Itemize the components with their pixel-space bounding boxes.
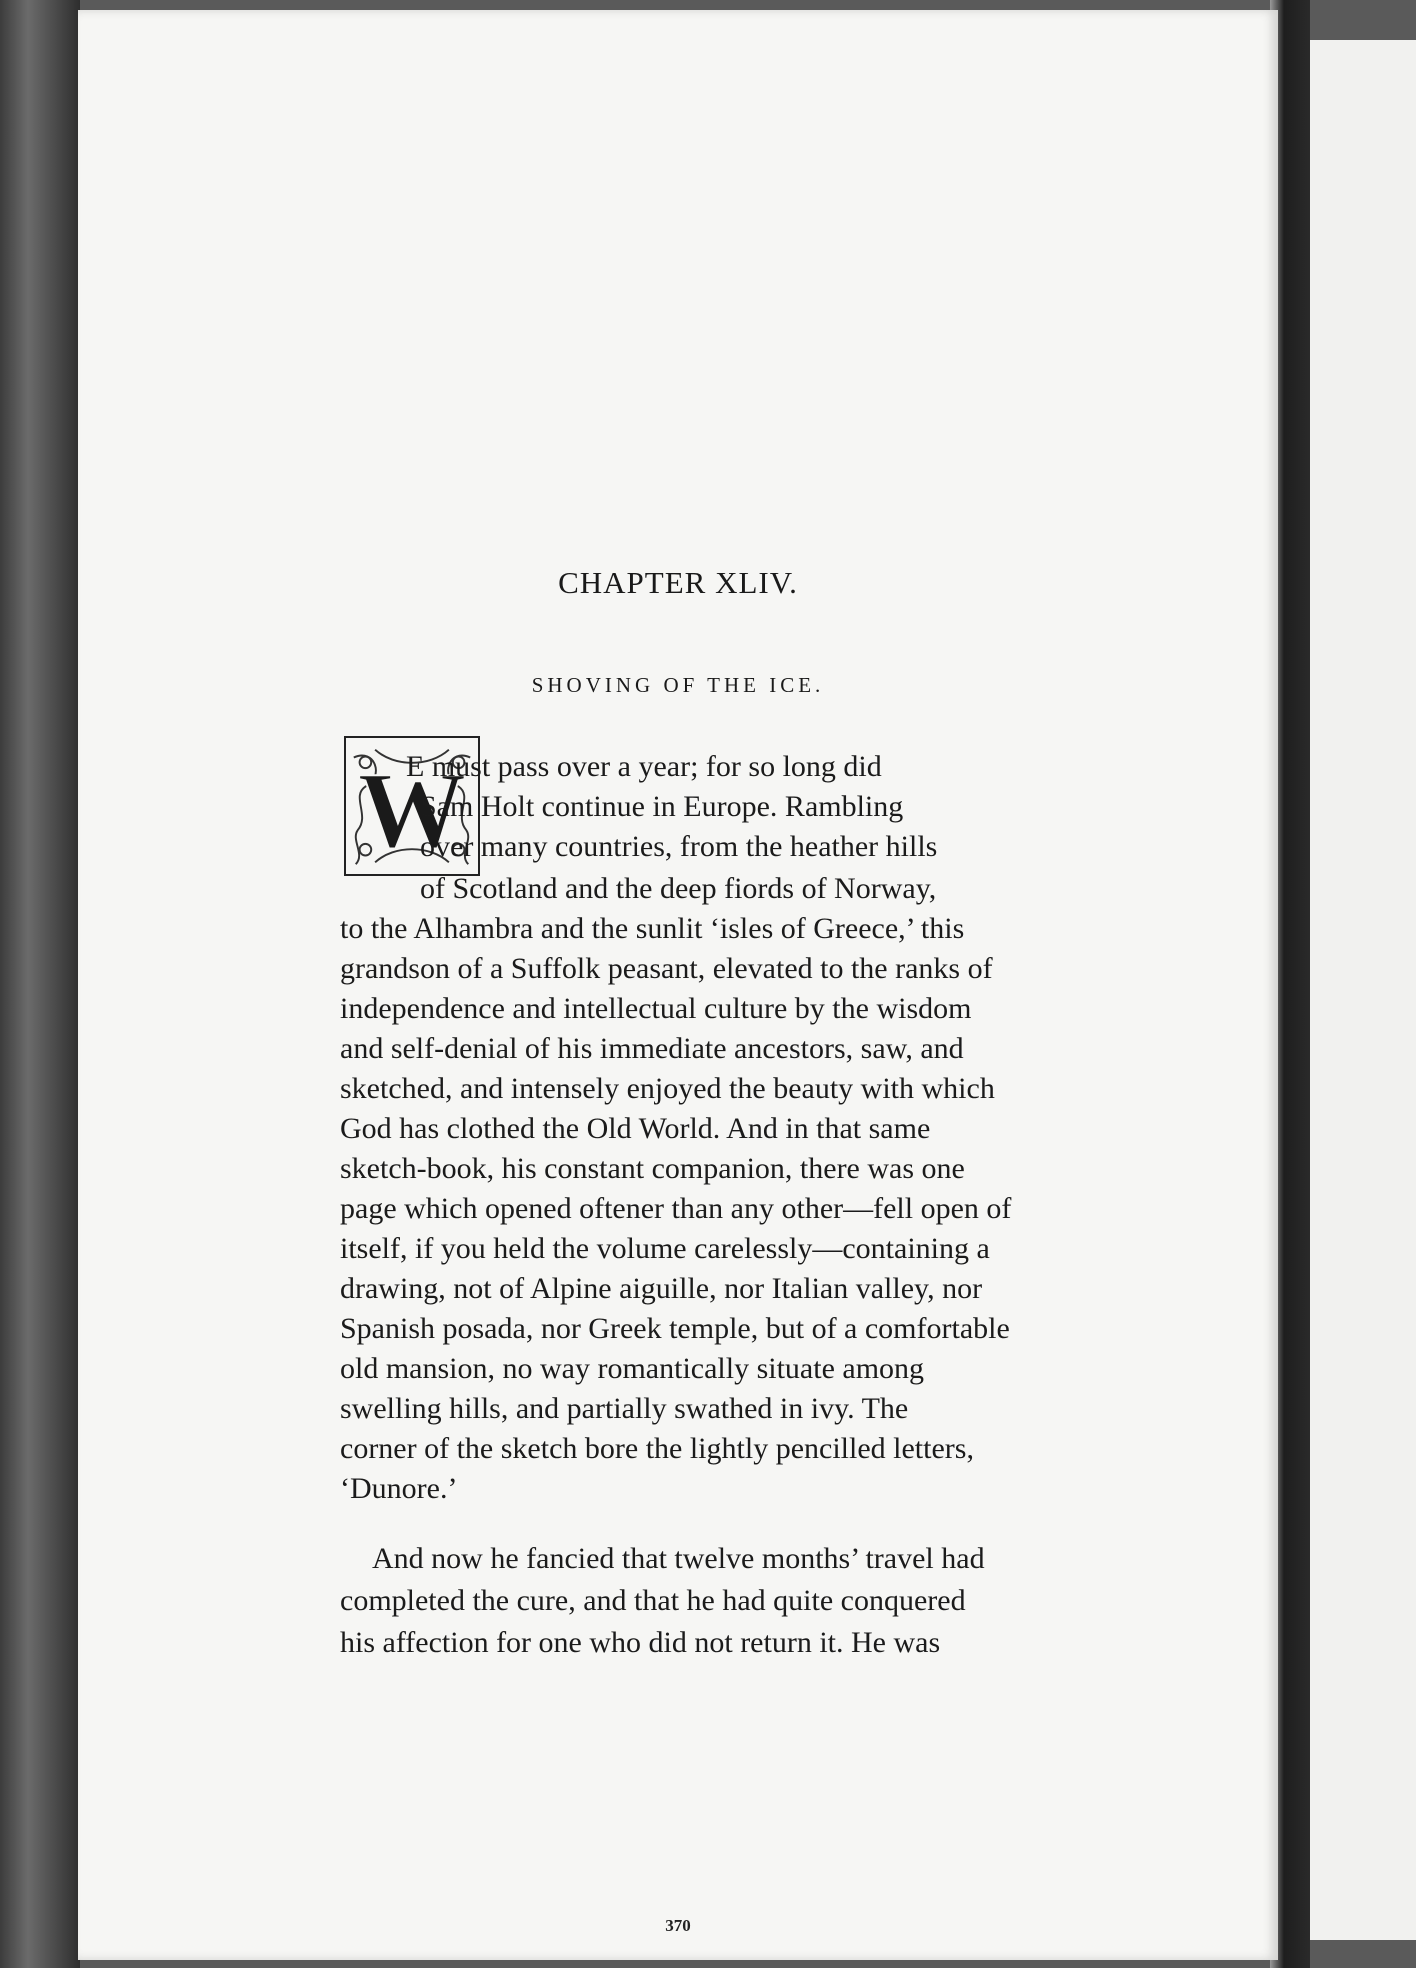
book-spine bbox=[0, 0, 80, 1968]
text-line: independence and intellectual culture by the wisdom bbox=[340, 992, 972, 1025]
text-line: ‘Dunore.’ bbox=[340, 1472, 458, 1505]
text-line: corner of the sketch bore the lightly pencilled letters, bbox=[340, 1432, 974, 1465]
text-line: completed the cure, and that he had quite conquered bbox=[340, 1584, 966, 1617]
text-line: E must pass over a year; for so long did bbox=[406, 750, 882, 783]
text-line: over many countries, from the heather hills bbox=[420, 830, 938, 863]
chapter-heading: CHAPTER XLIV. bbox=[558, 565, 798, 600]
text-line: and self-denial of his immediate ancestors, saw, and bbox=[340, 1032, 964, 1065]
text-line: Sam Holt continue in Europe. Rambling bbox=[420, 790, 904, 823]
chapter-subtitle: SHOVING OF THE ICE. bbox=[531, 673, 825, 697]
text-line: And now he fancied that twelve months’ travel had bbox=[372, 1542, 985, 1575]
text-line: of Scotland and the deep fiords of Norway, bbox=[420, 872, 937, 905]
text-line: old mansion, no way romantically situate among bbox=[340, 1352, 925, 1385]
text-line: Spanish posada, nor Greek temple, but of a comfortable bbox=[340, 1312, 1010, 1345]
text-line: to the Alhambra and the sunlit ‘isles of Greece,’ this bbox=[340, 912, 965, 945]
text-line: sketch-book, his constant companion, there was one bbox=[340, 1152, 965, 1185]
text-line: swelling hills, and partially swathed in ivy. The bbox=[340, 1392, 909, 1425]
adjacent-page bbox=[1300, 40, 1416, 1940]
text-line: itself, if you held the volume carelessly—containing a bbox=[340, 1232, 990, 1265]
text-line: God has clothed the Old World. And in that same bbox=[340, 1112, 931, 1145]
text-line: grandson of a Suffolk peasant, elevated to the ranks of bbox=[340, 952, 993, 985]
text-line: page which opened oftener than any other—fell open of bbox=[340, 1192, 1012, 1225]
text-line: drawing, not of Alpine aiguille, nor Italian valley, nor bbox=[340, 1272, 983, 1305]
svg-text:W: W bbox=[357, 749, 467, 871]
page-number: 370 bbox=[665, 1916, 691, 1935]
book-page bbox=[78, 10, 1278, 1960]
text-line: sketched, and intensely enjoyed the beauty with which bbox=[340, 1072, 995, 1105]
text-line: his affection for one who did not return it. He was bbox=[340, 1626, 941, 1659]
